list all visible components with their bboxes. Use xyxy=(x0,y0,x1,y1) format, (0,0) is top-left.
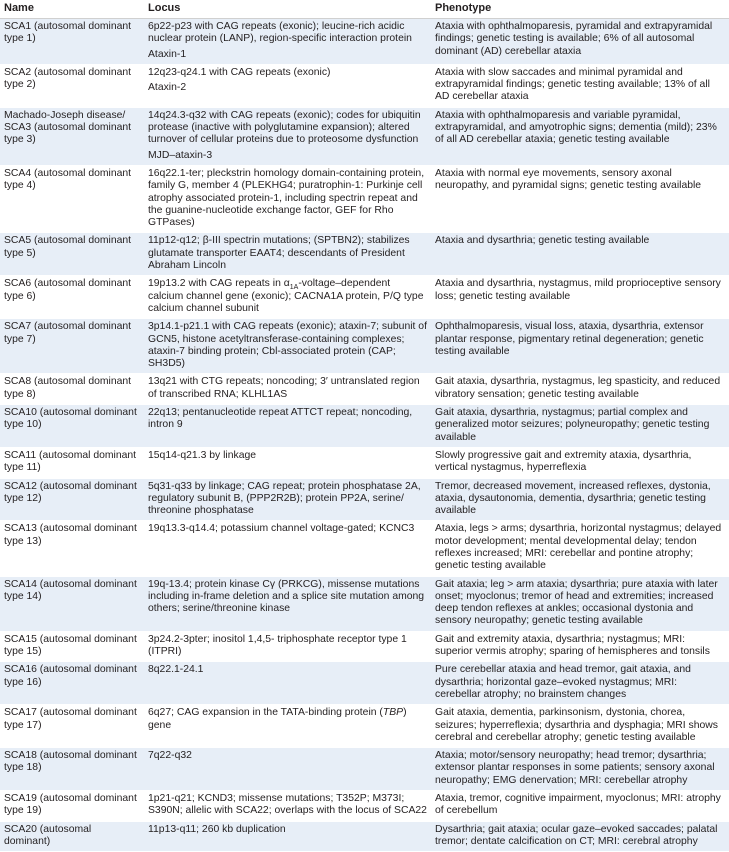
protein-name: MJD–ataxin-3 xyxy=(148,149,213,161)
table-row xyxy=(0,276,729,319)
cell-phenotype: Dysarthria; gait ataxia; ocular gaze–evoked saccades; palatal tremor; dentate calcification on CT; MRI: cerebral atrophy xyxy=(431,821,729,852)
cell-locus: 15q14-q21.3 by linkage xyxy=(144,447,431,478)
cell-locus xyxy=(144,276,431,319)
cell-locus xyxy=(144,64,431,107)
table-row xyxy=(0,705,729,748)
locus-text: 14q24.3-q32 with CAG repeats (exonic); codes for ubiquitin protease (inactive with polyglutamine expansion); altered turnover of cellular proteins due to proteosome dysfunction xyxy=(148,109,421,146)
table-row xyxy=(0,165,729,232)
cell-name: SCA11 (autosomal dominant type 11) xyxy=(0,447,144,478)
cell-locus: 19q13.3-q14.4; potassium channel voltage-gated; KCNC3 xyxy=(144,521,431,576)
cell-name: SCA4 (autosomal dominant type 4) xyxy=(0,165,144,232)
cell-name: SCA2 (autosomal dominant type 2) xyxy=(0,64,144,107)
protein-name: Ataxin-1 xyxy=(148,48,187,60)
table-row xyxy=(0,19,729,65)
cell-name: SCA5 (autosomal dominant type 5) xyxy=(0,233,144,276)
cell-name: SCA16 (autosomal dominant type 16) xyxy=(0,662,144,705)
cell-phenotype: Ataxia; motor/sensory neuropathy; head tremor; dysarthria; extensor plantar responses in some patients; sensory axonal neuropathy; EMG denervation; MRI: cerebellar atrophy xyxy=(431,748,729,791)
cell-phenotype: Ataxia, legs > arms; dysarthria, horizontal nystagmus; delayed motor development; mental developmental delay; tendon reflexes increased; MRI: cerebellar and pontine atrophy; genetic testing available xyxy=(431,521,729,576)
header-name: Name xyxy=(0,0,144,19)
cell-name: SCA8 (autosomal dominant type 8) xyxy=(0,374,144,405)
cell-name: Machado-Joseph disease/ SCA3 (autosomal dominant type 3) xyxy=(0,107,144,165)
cell-locus: 13q21 with CTG repeats; noncoding; 3′ untranslated region of transcribed RNA; KLHL1AS xyxy=(144,374,431,405)
cell-name: SCA17 (autosomal dominant type 17) xyxy=(0,705,144,748)
locus-text: 12q23-q24.1 with CAG repeats (exonic) xyxy=(148,66,331,78)
locus-text-post: -voltage–dependent calcium channel gene (exonic); CACNA1A protein, P/Q type calcium channel subunit xyxy=(148,278,424,314)
locus-text-post: ) gene xyxy=(148,707,407,731)
alpha-subscript: 1A xyxy=(289,284,299,292)
locus-text: 6p22-p23 with CAG repeats (exonic); leucine-rich acidic nuclear protein (LANP), region-specific interaction protein xyxy=(148,21,412,45)
cell-locus: 22q13; pentanucleotide repeat ATTCT repeat; noncoding, intron 9 xyxy=(144,405,431,448)
cell-locus: 7q22-q32 xyxy=(144,748,431,791)
gene-symbol: TBP xyxy=(382,707,404,719)
table-row xyxy=(0,631,729,662)
table-row xyxy=(0,447,729,478)
cell-locus: 11p13-q11; 260 kb duplication xyxy=(144,821,431,852)
cell-name: SCA15 (autosomal dominant type 15) xyxy=(0,631,144,662)
cell-phenotype: Pure cerebellar ataxia and head tremor, gait ataxia, and dysarthria; horizontal gaze–evoked nystagmus; MRI: cerebellar atrophy; no brainstem changes xyxy=(431,662,729,705)
cell-phenotype: Slowly progressive gait and extremity ataxia, dysarthria, vertical nystagmus, hyperreflexia xyxy=(431,447,729,478)
cell-locus: 3p24.2-3pter; inositol 1,4,5- triphosphate receptor type 1 (ITPRI) xyxy=(144,631,431,662)
cell-locus xyxy=(144,107,431,165)
cell-name: SCA18 (autosomal dominant type 18) xyxy=(0,748,144,791)
protein-name: Ataxin-2 xyxy=(148,82,187,94)
cell-name: SCA14 (autosomal dominant type 14) xyxy=(0,576,144,631)
cell-name: SCA19 (autosomal dominant type 19) xyxy=(0,791,144,822)
cell-name: SCA1 (autosomal dominant type 1) xyxy=(0,19,144,65)
table-row xyxy=(0,405,729,448)
cell-locus: 3p14.1-p21.1 with CAG repeats (exonic); ataxin-7; subunit of GCN5, histone acetyltransferase-containing complexes; ataxin-7 binding protein; Cbl-associated protein (CAP; SH3D5) xyxy=(144,319,431,374)
cell-phenotype: Gait ataxia, dysarthria, nystagmus; partial complex and generalized motor seizures; polyneuropathy; genetic testing available xyxy=(431,405,729,448)
cell-phenotype: Ataxia with ophthalmoparesis, pyramidal and extrapyramidal findings; genetic testing is available; 6% of all autosomal dominant (AD) cerebellar ataxia xyxy=(431,19,729,65)
cell-phenotype: Tremor, decreased movement, increased reflexes, dystonia, ataxia, dysautonomia, dementia, dysarthria; genetic testing available xyxy=(431,478,729,521)
cell-phenotype: Ophthalmoparesis, visual loss, ataxia, dysarthria, extensor plantar response, pigmentary retinal degeneration; genetic testing available xyxy=(431,319,729,374)
header-locus: Locus xyxy=(144,0,431,19)
cell-name: SCA20 (autosomal dominant) xyxy=(0,821,144,852)
cell-phenotype: Gait ataxia; leg > arm ataxia; dysarthria; pure ataxia with later onset; myoclonus; tremor of head and extremities; increased deep tendon reflexes at ankles; occasional dystonia and sensory neuropathy; genetic testing available xyxy=(431,576,729,631)
table-row xyxy=(0,233,729,276)
cell-locus xyxy=(144,705,431,748)
cell-phenotype: Gait and extremity ataxia, dysarthria; nystagmus; MRI: superior vermis atrophy; sparing of hemispheres and tonsils xyxy=(431,631,729,662)
table-row xyxy=(0,374,729,405)
locus-text-pre: 6q27; CAG expansion in the TATA-binding protein ( xyxy=(148,707,383,719)
cell-phenotype: Ataxia, tremor, cognitive impairment, myoclonus; MRI: atrophy of cerebellum xyxy=(431,791,729,822)
cell-locus: 8q22.1-24.1 xyxy=(144,662,431,705)
cell-phenotype: Ataxia and dysarthria; genetic testing available xyxy=(431,233,729,276)
locus-text-pre: 19p13.2 with CAG repeats in α xyxy=(148,278,290,290)
table-row xyxy=(0,478,729,521)
table-row xyxy=(0,791,729,822)
cell-name: SCA6 (autosomal dominant type 6) xyxy=(0,276,144,319)
cell-phenotype: Ataxia with slow saccades and minimal pyramidal and extrapyramidal findings; genetic testing available; 13% of all AD cerebellar ataxia xyxy=(431,64,729,107)
table-row xyxy=(0,319,729,374)
table-row xyxy=(0,662,729,705)
cell-phenotype: Ataxia with ophthalmoparesis and variable pyramidal, extrapyramidal, and amyotrophic signs; dementia (mild); 23% of all AD cerebellar ataxia; genetic testing available xyxy=(431,107,729,165)
cell-name: SCA12 (autosomal dominant type 12) xyxy=(0,478,144,521)
table-row xyxy=(0,64,729,107)
cell-locus: 1p21-q21; KCND3; missense mutations; T352P; M373I; S390N; allelic with SCA22; overlaps with the locus of SCA22 xyxy=(144,791,431,822)
header-row xyxy=(0,0,729,19)
cell-phenotype: Gait ataxia, dysarthria, nystagmus, leg spasticity, and reduced vibratory sensation; genetic testing available xyxy=(431,374,729,405)
table-row xyxy=(0,107,729,165)
table-row xyxy=(0,576,729,631)
cell-phenotype: Ataxia and dysarthria, nystagmus, mild proprioceptive sensory loss; genetic testing available xyxy=(431,276,729,319)
cell-name: SCA7 (autosomal dominant type 7) xyxy=(0,319,144,374)
cell-locus: 5q31-q33 by linkage; CAG repeat; protein phosphatase 2A, regulatory subunit B, (PPP2R2B); protein PP2A, serine/ threonine phosphatase xyxy=(144,478,431,521)
cell-phenotype: Gait ataxia, dementia, parkinsonism, dystonia, chorea, seizures; hyperreflexia; dysarthria and dysphagia; MRI shows cerebral and cerebellar atrophy; genetic testing available xyxy=(431,705,729,748)
cell-name: SCA10 (autosomal dominant type 10) xyxy=(0,405,144,448)
table-row xyxy=(0,521,729,576)
cell-name: SCA13 (autosomal dominant type 13) xyxy=(0,521,144,576)
cell-locus: 19q-13.4; protein kinase Cγ (PRKCG), missense mutations including in-frame deletion and a splice site mutation among others; serine/threonine kinase xyxy=(144,576,431,631)
table-row xyxy=(0,748,729,791)
cell-locus: 16q22.1-ter; pleckstrin homology domain-containing protein, family G, member 4 (PLEKHG4; puratrophin-1: Purkinje cell atrophy associated protein-1, including spectrin repeat and the guanine-nucleotide exchange factor, GEF for Rho GTPases) xyxy=(144,165,431,232)
cell-locus xyxy=(144,19,431,65)
table-row xyxy=(0,821,729,852)
cell-locus: 11p12-q12; β-III spectrin mutations; (SPTBN2); stabilizes glutamate transporter EAAT4; descendants of President Abraham Lincoln xyxy=(144,233,431,276)
header-phenotype: Phenotype xyxy=(431,0,729,19)
cell-phenotype: Ataxia with normal eye movements, sensory axonal neuropathy, and pyramidal signs; genetic testing available xyxy=(431,165,729,232)
